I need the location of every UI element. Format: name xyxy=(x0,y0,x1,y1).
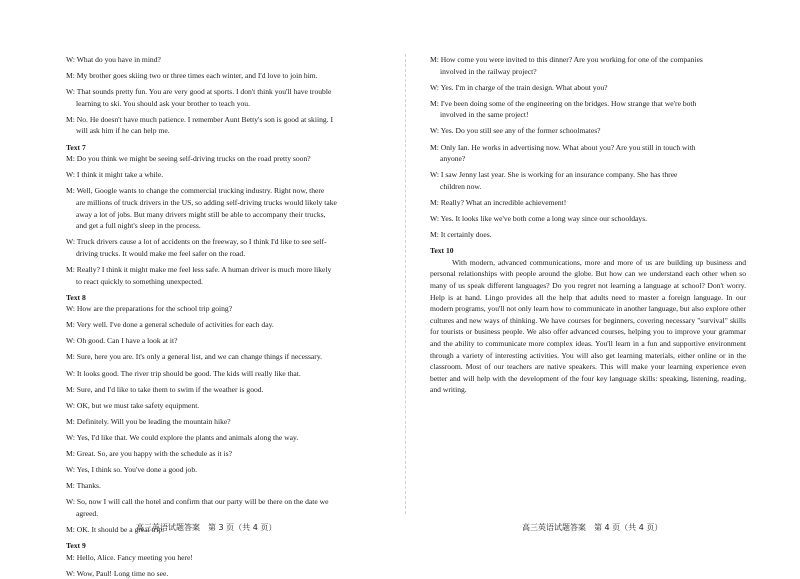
transcript-line: anyone? xyxy=(440,154,466,164)
transcript-line: W: I saw Jenny last year. She is working for an insurance company. She has three xyxy=(430,170,678,180)
transcript-line: W: It looks good. The river trip should be good. The kids will really like that. xyxy=(66,368,301,378)
transcript-line: and get a full night's sleep in the process. xyxy=(76,221,201,231)
left-page-column xyxy=(66,54,382,579)
transcript-line: M: Very well. I've done a general schedule of activities for each day. xyxy=(66,320,274,330)
transcript-line: agreed. xyxy=(76,508,99,518)
right-page-column xyxy=(430,54,746,396)
transcript-line: M: No. He doesn't have much patience. I remember Aunt Betty's son is good at skiing. I xyxy=(66,114,333,124)
transcript-line: are millions of truck drivers in the US, so adding self-driving trucks would likely take xyxy=(76,197,337,207)
transcript-line: W: Yes. It looks like we've both come a long way since our schooldays. xyxy=(430,214,648,224)
transcript-line: learning to ski. You should ask your brother to teach you. xyxy=(76,98,251,108)
text-10-heading: Text 10 xyxy=(430,246,454,256)
section-heading: Text 7 xyxy=(66,142,86,152)
transcript-line: away a lot of jobs. But many drivers might still be able to accompany their trucks, xyxy=(76,209,326,219)
transcript-line: W: OK, but we must take safety equipment. xyxy=(66,400,200,410)
transcript-line: M: Only Ian. He works in advertising now. What about you? Are you still in touch with xyxy=(430,142,696,152)
transcript-line: W: What do you have in mind? xyxy=(66,55,161,64)
text-10-paragraph: With modern, advanced communications, more and more of us are building up business and personal relationships with people around the globe. But how can we understand each other when so many of us speak different languages? Do you regret not learning a language at school? Don't worry. Help is at hand. Lingo provides all the help that adults need to master a foreign language. In our modern programs, you'll not only learn how to communicate in another language, but also explore other cultures and new ways of thinking. We have courses for beginners, covering necessary "survival" skills for tourists or business people. We also offer advanced courses, helping you to improve your grammar and the ability to communicate more complex ideas. You'll learn in a fun and supportive environment through a variety of interesting activities. You will also get learning materials, either online or in the classroom. Most of our teachers are native speakers. This will make your learning experience even better and will help with the development of the four key language skills: speaking, listening, reading, and writing. xyxy=(430,257,746,395)
section-heading: Text 9 xyxy=(66,541,86,551)
right-page-footer: 高三英语试题答案 第 4 页（共 4 页） xyxy=(522,523,663,532)
transcript-line: W: How are the preparations for the school trip going? xyxy=(66,304,233,314)
transcript-line: M: Great. So, are you happy with the schedule as it is? xyxy=(66,449,232,459)
transcript-line: M: Really? I think it might make me feel less safe. A human driver is much more likely xyxy=(66,264,332,274)
transcript-line: driving trucks. It would make me feel safer on the road. xyxy=(76,248,246,258)
transcript-line: M: Sure, here you are. It's only a general list, and we can change things if necessary. xyxy=(66,352,323,362)
transcript-line: M: It certainly does. xyxy=(430,230,492,240)
transcript-line: W: Yes. I'm in charge of the train design. What about you? xyxy=(430,82,608,92)
transcript-line: involved in the railway project? xyxy=(440,66,537,76)
left-page-footer: 高三英语试题答案 第 3 页（共 4 页） xyxy=(136,523,277,532)
transcript-line: W: Wow, Paul! Long time no see. xyxy=(66,568,169,578)
transcript-line: M: How come you were invited to this dinner? Are you working for one of the companies xyxy=(430,55,703,64)
transcript-line: W: Yes, I think so. You've done a good job. xyxy=(66,465,198,475)
transcript-line: will ask him if he can help me. xyxy=(76,126,170,136)
transcript-line: W: Oh good. Can I have a look at it? xyxy=(66,336,178,346)
transcript-line: M: Hello, Alice. Fancy meeting you here! xyxy=(66,552,193,562)
transcript-line: W: So, now I will call the hotel and confirm that our party will be there on the date we xyxy=(66,497,329,507)
transcript-line: M: Definitely. Will you be leading the mountain hike? xyxy=(66,416,231,426)
transcript-line: to react quickly to something unexpected. xyxy=(76,276,203,286)
transcript-line: M: OK. It should be a great trip. xyxy=(66,525,165,534)
transcript-line: M: I've been doing some of the engineering on the bridges. How strange that we're both xyxy=(430,98,697,108)
section-heading: Text 8 xyxy=(66,292,86,302)
transcript-line: W: Yes, I'd like that. We could explore the plants and animals along the way. xyxy=(66,432,299,442)
transcript-line: W: Truck drivers cause a lot of accidents on the freeway, so I think I'd like to see self- xyxy=(66,237,327,247)
right-dialogue-block xyxy=(430,54,746,241)
transcript-line: M: Sure, and I'd like to take them to swim if the weather is good. xyxy=(66,384,264,394)
transcript-line: W: That sounds pretty fun. You are very good at sports. I don't think you'll have trouble xyxy=(66,87,332,97)
transcript-line: M: Do you think we might be seeing self-driving trucks on the road pretty soon? xyxy=(66,154,311,164)
transcript-line: W: Yes. Do you still see any of the former schoolmates? xyxy=(430,126,601,136)
transcript-line: W: I think it might take a while. xyxy=(66,170,164,180)
page-divider xyxy=(405,54,406,514)
transcript-line: M: Really? What an incredible achievement! xyxy=(430,197,567,207)
transcript-line: M: Thanks. xyxy=(66,481,101,491)
transcript-line: involved in the same project! xyxy=(440,110,529,120)
transcript-line: children now. xyxy=(440,181,482,191)
transcript-line: M: Well, Google wants to change the commercial trucking industry. Right now, there xyxy=(66,186,325,196)
transcript-line: M: My brother goes skiing two or three times each winter, and I'd love to join him. xyxy=(66,71,318,81)
